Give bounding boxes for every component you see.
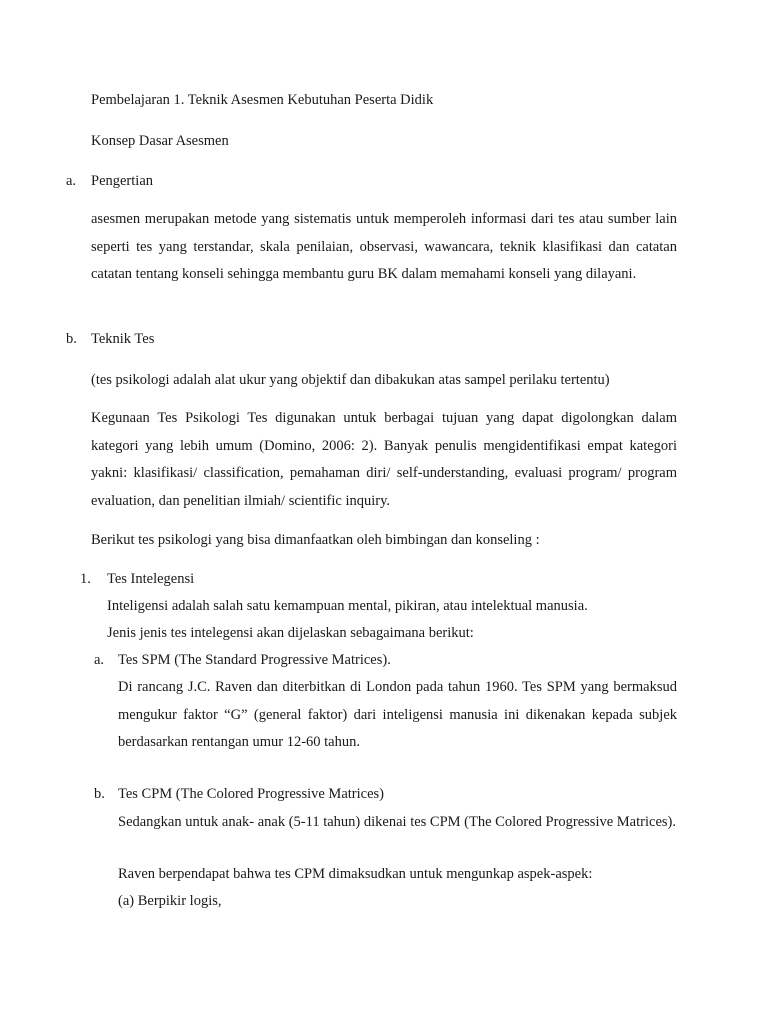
- text-inteligensi-definition: Inteligensi adalah salah satu kemampuan mental, pikiran, atau intelektual manusia.: [107, 598, 588, 614]
- text-raven-aspek: Raven berpendapat bahwa tes CPM dimaksudkan untuk mengunkap aspek-aspek:: [118, 866, 593, 882]
- document-title: Pembelajaran 1. Teknik Asesmen Kebutuhan Peserta Didik: [91, 92, 434, 108]
- list-marker-1b: b.: [94, 786, 105, 802]
- list-marker-1a: a.: [94, 652, 105, 668]
- list-marker-a: a.: [66, 173, 77, 189]
- list-marker-b: b.: [66, 331, 77, 347]
- paragraph-tes-cpm: Sedangkan untuk anak- anak (5-11 tahun) dikenai tes CPM (The Colored Progressive Matrices).: [118, 814, 676, 830]
- heading-tes-spm: Tes SPM (The Standard Progressive Matrices).: [118, 652, 391, 668]
- paragraph-berikut: Berikut tes psikologi yang bisa dimanfaatkan oleh bimbingan dan konseling :: [91, 532, 540, 548]
- note-tes-psikologi: (tes psikologi adalah alat ukur yang objektif dan dibakukan atas sampel perilaku tertentu): [91, 372, 610, 388]
- heading-pengertian: Pengertian: [91, 173, 154, 189]
- heading-tes-cpm: Tes CPM (The Colored Progressive Matrices): [118, 786, 384, 802]
- heading-tes-intelegensi: Tes Intelegensi: [107, 571, 195, 587]
- list-marker-1: 1.: [80, 571, 91, 587]
- text-berpikir-logis: (a) Berpikir logis,: [118, 893, 222, 909]
- section-subtitle: Konsep Dasar Asesmen: [91, 133, 229, 149]
- heading-teknik-tes: Teknik Tes: [91, 331, 155, 347]
- paragraph-tes-spm: Di rancang J.C. Raven dan diterbitkan di London pada tahun 1960. Tes SPM yang bermaksud mengukur faktor “G” (general faktor) dari inteligensi manusia ini dikenakan kepada subjek berdasarkan rentangan umur 12-60 tahun.: [118, 679, 677, 750]
- paragraph-pengertian: asesmen merupakan metode yang sistematis untuk memperoleh informasi dari tes atau sumber lain seperti tes yang terstandar, skala penilaian, observasi, wawancara, teknik klasifikasi dan catatan catatan tentang konseli sehingga membantu guru BK dalam memahami konseli yang dilayani.: [91, 211, 677, 282]
- text-jenis-tes: Jenis jenis tes intelegensi akan dijelaskan sebagaimana berikut:: [107, 625, 474, 641]
- paragraph-kegunaan: Kegunaan Tes Psikologi Tes digunakan untuk berbagai tujuan yang dapat digolongkan dalam kategori yang lebih umum (Domino, 2006: 2). Banyak penulis mengidentifikasi empat kategori yakni: klasifikasi/ classification, pemahaman diri/ self-understanding, evaluasi program/ program evaluation, dan penelitian ilmiah/ scientific inquiry.: [91, 410, 677, 509]
